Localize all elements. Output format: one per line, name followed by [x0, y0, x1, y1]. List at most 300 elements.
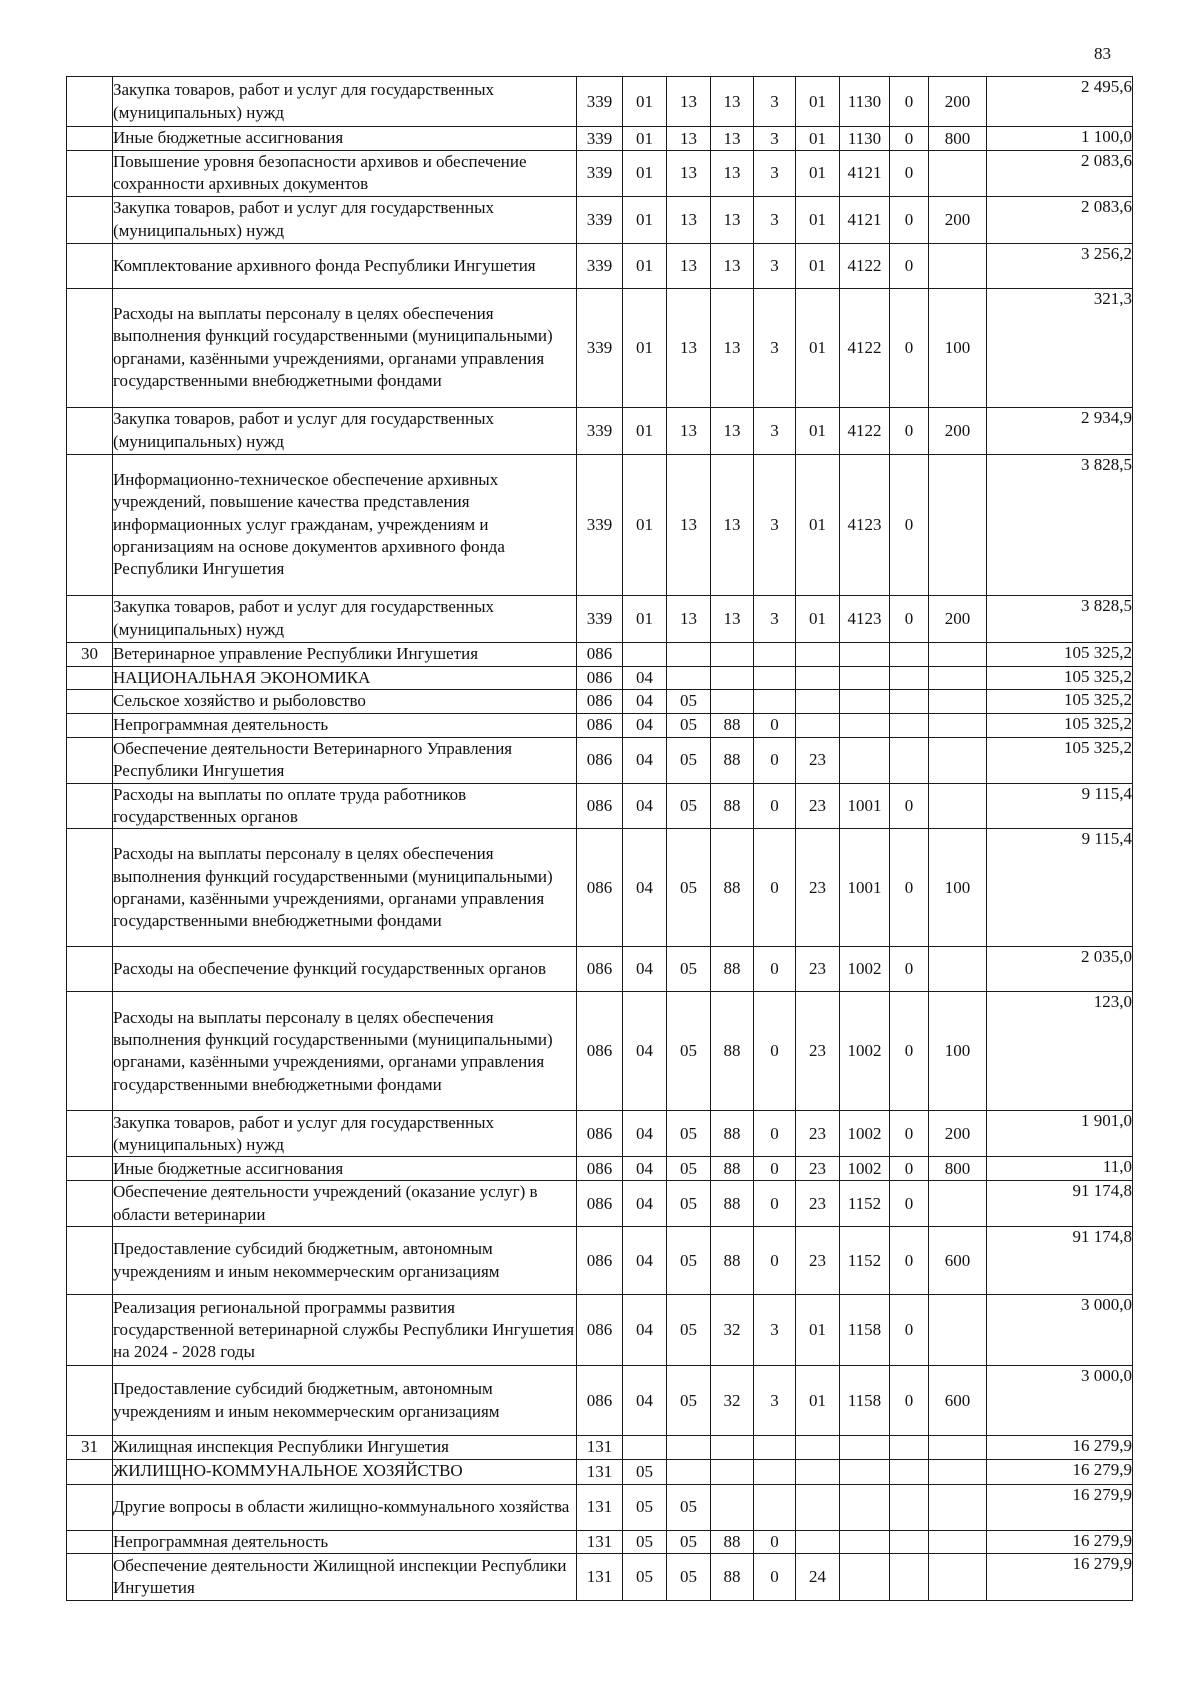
section-code-cell: 04 [623, 690, 667, 713]
item-name-cell: Повышение уровня безопасности архивов и обеспечение сохранности архивных документов [113, 151, 577, 197]
expense-type-code-cell: 100 [929, 829, 987, 947]
table-row [67, 1530, 1133, 1553]
direction-code-cell: 4122 [840, 288, 890, 407]
extra-code-cell: 0 [890, 1227, 929, 1295]
ministry-code-cell: 086 [577, 783, 623, 829]
extra-code-cell [890, 1484, 929, 1530]
table-row [67, 783, 1133, 829]
row-number-cell [67, 1111, 113, 1157]
extra-code-cell [890, 1436, 929, 1459]
ministry-code-cell: 086 [577, 829, 623, 947]
program-type-code-cell: 3 [754, 151, 796, 197]
subsection-code-cell [667, 1436, 711, 1459]
table-row [67, 737, 1133, 783]
expense-type-code-cell [929, 947, 987, 992]
subprogram-code-cell: 01 [796, 77, 840, 127]
subsection-code-cell: 13 [667, 127, 711, 151]
row-number-cell [67, 77, 113, 127]
page-number: 83 [1094, 44, 1111, 63]
expense-type-code-cell [929, 1554, 987, 1601]
extra-code-cell: 0 [890, 1181, 929, 1227]
row-number-cell: 31 [67, 1436, 113, 1459]
extra-code-cell: 0 [890, 595, 929, 642]
subsection-code-cell: 05 [667, 1484, 711, 1530]
subprogram-code-cell: 23 [796, 829, 840, 947]
expense-type-code-cell: 200 [929, 595, 987, 642]
table-row [67, 1459, 1133, 1484]
direction-code-cell [840, 737, 890, 783]
subprogram-code-cell [796, 642, 840, 666]
item-name-cell: НАЦИОНАЛЬНАЯ ЭКОНОМИКА [113, 666, 577, 689]
extra-code-cell: 0 [890, 992, 929, 1111]
item-name-cell: Предоставление субсидий бюджетным, автономным учреждениям и иным некоммерческим организациям [113, 1227, 577, 1295]
extra-code-cell: 0 [890, 829, 929, 947]
program-code-cell: 13 [711, 127, 754, 151]
program-code-cell: 88 [711, 1554, 754, 1601]
direction-code-cell [840, 666, 890, 689]
table-row [67, 1227, 1133, 1295]
program-code-cell: 13 [711, 151, 754, 197]
table-row [67, 288, 1133, 407]
row-number-cell [67, 595, 113, 642]
ministry-code-cell: 086 [577, 713, 623, 737]
extra-code-cell: 0 [890, 783, 929, 829]
program-type-code-cell: 0 [754, 737, 796, 783]
program-code-cell: 88 [711, 1181, 754, 1227]
subprogram-code-cell: 01 [796, 151, 840, 197]
item-name-cell: Закупка товаров, работ и услуг для государственных (муниципальных) нужд [113, 77, 577, 127]
row-number-cell [67, 151, 113, 197]
subsection-code-cell: 05 [667, 947, 711, 992]
item-name-cell: Непрограммная деятельность [113, 1530, 577, 1553]
ministry-code-cell: 131 [577, 1484, 623, 1530]
ministry-code-cell: 131 [577, 1436, 623, 1459]
section-code-cell: 04 [623, 947, 667, 992]
amount-cell: 105 325,2 [987, 666, 1133, 689]
program-type-code-cell: 3 [754, 595, 796, 642]
program-code-cell [711, 1436, 754, 1459]
amount-cell: 321,3 [987, 288, 1133, 407]
program-type-code-cell [754, 1484, 796, 1530]
section-code-cell: 04 [623, 1111, 667, 1157]
subsection-code-cell [667, 666, 711, 689]
direction-code-cell [840, 1484, 890, 1530]
program-type-code-cell [754, 1436, 796, 1459]
subprogram-code-cell: 01 [796, 288, 840, 407]
ministry-code-cell: 086 [577, 1111, 623, 1157]
subsection-code-cell: 05 [667, 713, 711, 737]
ministry-code-cell: 339 [577, 288, 623, 407]
table-row [67, 829, 1133, 947]
item-name-cell: Комплектование архивного фонда Республики Ингушетия [113, 243, 577, 288]
expense-type-code-cell [929, 1484, 987, 1530]
table-row [67, 127, 1133, 151]
extra-code-cell [890, 666, 929, 689]
amount-cell: 2 495,6 [987, 77, 1133, 127]
ministry-code-cell: 131 [577, 1554, 623, 1601]
program-code-cell: 88 [711, 713, 754, 737]
expense-type-code-cell [929, 1295, 987, 1366]
program-code-cell: 13 [711, 288, 754, 407]
program-code-cell: 32 [711, 1366, 754, 1436]
amount-cell: 16 279,9 [987, 1554, 1133, 1601]
table-row [67, 1111, 1133, 1157]
item-name-cell: Предоставление субсидий бюджетным, автономным учреждениям и иным некоммерческим организациям [113, 1366, 577, 1436]
row-number-cell [67, 454, 113, 595]
table-row [67, 407, 1133, 454]
item-name-cell: Обеспечение деятельности учреждений (оказание услуг) в области ветеринарии [113, 1181, 577, 1227]
expense-type-code-cell [929, 1181, 987, 1227]
section-code-cell: 04 [623, 666, 667, 689]
section-code-cell [623, 642, 667, 666]
amount-cell: 91 174,8 [987, 1227, 1133, 1295]
subprogram-code-cell: 01 [796, 243, 840, 288]
table-row [67, 642, 1133, 666]
table-row [67, 666, 1133, 689]
direction-code-cell: 1158 [840, 1366, 890, 1436]
subprogram-code-cell: 23 [796, 1181, 840, 1227]
item-name-cell: Обеспечение деятельности Ветеринарного Управления Республики Ингушетия [113, 737, 577, 783]
expense-type-code-cell: 600 [929, 1227, 987, 1295]
amount-cell: 105 325,2 [987, 642, 1133, 666]
ministry-code-cell: 086 [577, 1366, 623, 1436]
section-code-cell: 01 [623, 127, 667, 151]
row-number-cell [67, 1459, 113, 1484]
amount-cell: 3 000,0 [987, 1295, 1133, 1366]
extra-code-cell: 0 [890, 947, 929, 992]
program-type-code-cell: 0 [754, 1530, 796, 1553]
extra-code-cell [890, 737, 929, 783]
program-code-cell [711, 1459, 754, 1484]
row-number-cell [67, 243, 113, 288]
expense-type-code-cell: 200 [929, 1111, 987, 1157]
amount-cell: 2 934,9 [987, 407, 1133, 454]
ministry-code-cell: 086 [577, 1227, 623, 1295]
table-row [67, 690, 1133, 713]
direction-code-cell: 1002 [840, 1111, 890, 1157]
table-row [67, 595, 1133, 642]
section-code-cell: 04 [623, 783, 667, 829]
direction-code-cell [840, 713, 890, 737]
program-code-cell [711, 666, 754, 689]
extra-code-cell: 0 [890, 288, 929, 407]
direction-code-cell: 1002 [840, 1157, 890, 1181]
row-number-cell [67, 288, 113, 407]
table-row [67, 196, 1133, 243]
ministry-code-cell: 339 [577, 196, 623, 243]
direction-code-cell: 4123 [840, 595, 890, 642]
extra-code-cell: 0 [890, 151, 929, 197]
ministry-code-cell: 086 [577, 992, 623, 1111]
item-name-cell: ЖИЛИЩНО-КОММУНАЛЬНОЕ ХОЗЯЙСТВО [113, 1459, 577, 1484]
expense-type-code-cell: 800 [929, 127, 987, 151]
item-name-cell: Информационно-техническое обеспечение архивных учреждений, повышение качества представления информационных услуг гражданам, учреждениям и организациям на основе документов архивного фонда Республики Ингушетия [113, 454, 577, 595]
amount-cell: 16 279,9 [987, 1459, 1133, 1484]
program-type-code-cell: 3 [754, 1295, 796, 1366]
amount-cell: 2 035,0 [987, 947, 1133, 992]
extra-code-cell [890, 713, 929, 737]
ministry-code-cell: 086 [577, 737, 623, 783]
program-type-code-cell: 3 [754, 196, 796, 243]
row-number-cell [67, 1181, 113, 1227]
item-name-cell: Сельское хозяйство и рыболовство [113, 690, 577, 713]
program-code-cell: 88 [711, 1111, 754, 1157]
table-row [67, 1181, 1133, 1227]
row-number-cell [67, 783, 113, 829]
program-type-code-cell: 0 [754, 713, 796, 737]
section-code-cell: 01 [623, 288, 667, 407]
expense-type-code-cell: 100 [929, 992, 987, 1111]
amount-cell: 105 325,2 [987, 737, 1133, 783]
ministry-code-cell: 086 [577, 666, 623, 689]
subsection-code-cell: 05 [667, 1530, 711, 1553]
section-code-cell: 04 [623, 1157, 667, 1181]
table-row [67, 1554, 1133, 1601]
subprogram-code-cell [796, 1459, 840, 1484]
row-number-cell [67, 127, 113, 151]
expense-type-code-cell: 600 [929, 1366, 987, 1436]
program-type-code-cell: 0 [754, 1181, 796, 1227]
expense-type-code-cell [929, 666, 987, 689]
row-number-cell [67, 1227, 113, 1295]
item-name-cell: Реализация региональной программы развития государственной ветеринарной службы Республики Ингушетия на 2024 - 2028 годы [113, 1295, 577, 1366]
program-code-cell: 13 [711, 77, 754, 127]
expense-type-code-cell: 100 [929, 288, 987, 407]
program-type-code-cell: 3 [754, 1366, 796, 1436]
program-code-cell: 88 [711, 992, 754, 1111]
subprogram-code-cell [796, 713, 840, 737]
extra-code-cell: 0 [890, 196, 929, 243]
subsection-code-cell: 05 [667, 737, 711, 783]
section-code-cell: 04 [623, 1181, 667, 1227]
subsection-code-cell: 13 [667, 407, 711, 454]
subprogram-code-cell: 23 [796, 1227, 840, 1295]
program-type-code-cell: 0 [754, 1111, 796, 1157]
amount-cell: 3 256,2 [987, 243, 1133, 288]
table-row [67, 1157, 1133, 1181]
row-number-cell [67, 666, 113, 689]
program-type-code-cell: 3 [754, 77, 796, 127]
ministry-code-cell: 086 [577, 642, 623, 666]
section-code-cell: 01 [623, 196, 667, 243]
extra-code-cell [890, 1459, 929, 1484]
program-type-code-cell: 3 [754, 127, 796, 151]
extra-code-cell [890, 642, 929, 666]
program-type-code-cell: 0 [754, 783, 796, 829]
item-name-cell: Расходы на выплаты персоналу в целях обеспечения выполнения функций государственными (муниципальными) органами, казёнными учреждениями, органами управления государственными внебюджетными фондами [113, 829, 577, 947]
direction-code-cell: 1001 [840, 829, 890, 947]
program-code-cell [711, 1484, 754, 1530]
table-row [67, 151, 1133, 197]
subsection-code-cell: 05 [667, 992, 711, 1111]
subsection-code-cell [667, 642, 711, 666]
direction-code-cell [840, 1554, 890, 1601]
direction-code-cell: 4123 [840, 454, 890, 595]
expense-type-code-cell: 200 [929, 196, 987, 243]
amount-cell: 9 115,4 [987, 829, 1133, 947]
extra-code-cell: 0 [890, 1295, 929, 1366]
program-type-code-cell: 0 [754, 829, 796, 947]
section-code-cell: 04 [623, 1366, 667, 1436]
row-number-cell [67, 1554, 113, 1601]
subsection-code-cell: 05 [667, 1227, 711, 1295]
item-name-cell: Иные бюджетные ассигнования [113, 1157, 577, 1181]
amount-cell: 16 279,9 [987, 1484, 1133, 1530]
extra-code-cell [890, 1554, 929, 1601]
row-number-cell [67, 1157, 113, 1181]
direction-code-cell: 1152 [840, 1227, 890, 1295]
row-number-cell [67, 737, 113, 783]
ministry-code-cell: 131 [577, 1459, 623, 1484]
expense-type-code-cell: 200 [929, 77, 987, 127]
subprogram-code-cell [796, 1530, 840, 1553]
subprogram-code-cell: 01 [796, 595, 840, 642]
budget-allocation-table [66, 76, 1133, 1601]
ministry-code-cell: 339 [577, 243, 623, 288]
section-code-cell: 04 [623, 1295, 667, 1366]
subprogram-code-cell: 01 [796, 196, 840, 243]
subprogram-code-cell: 23 [796, 992, 840, 1111]
section-code-cell: 01 [623, 595, 667, 642]
direction-code-cell: 4121 [840, 196, 890, 243]
program-code-cell: 88 [711, 1157, 754, 1181]
section-code-cell: 04 [623, 713, 667, 737]
expense-type-code-cell [929, 690, 987, 713]
row-number-cell [67, 947, 113, 992]
subprogram-code-cell [796, 1484, 840, 1530]
expense-type-code-cell [929, 1459, 987, 1484]
item-name-cell: Закупка товаров, работ и услуг для государственных (муниципальных) нужд [113, 595, 577, 642]
subprogram-code-cell: 23 [796, 737, 840, 783]
expense-type-code-cell: 800 [929, 1157, 987, 1181]
subsection-code-cell: 05 [667, 1157, 711, 1181]
program-type-code-cell: 0 [754, 992, 796, 1111]
section-code-cell: 05 [623, 1484, 667, 1530]
row-number-cell [67, 713, 113, 737]
expense-type-code-cell [929, 713, 987, 737]
direction-code-cell: 1001 [840, 783, 890, 829]
table-row [67, 1295, 1133, 1366]
ministry-code-cell: 131 [577, 1530, 623, 1553]
extra-code-cell: 0 [890, 1157, 929, 1181]
amount-cell: 16 279,9 [987, 1436, 1133, 1459]
direction-code-cell: 1158 [840, 1295, 890, 1366]
table-row [67, 1484, 1133, 1530]
extra-code-cell [890, 690, 929, 713]
amount-cell: 11,0 [987, 1157, 1133, 1181]
section-code-cell [623, 1436, 667, 1459]
program-type-code-cell: 3 [754, 243, 796, 288]
item-name-cell: Закупка товаров, работ и услуг для государственных (муниципальных) нужд [113, 1111, 577, 1157]
direction-code-cell: 4122 [840, 407, 890, 454]
row-number-cell [67, 690, 113, 713]
table-row [67, 77, 1133, 127]
subprogram-code-cell [796, 666, 840, 689]
subsection-code-cell: 05 [667, 1554, 711, 1601]
subprogram-code-cell: 01 [796, 407, 840, 454]
section-code-cell: 04 [623, 1227, 667, 1295]
subprogram-code-cell: 23 [796, 947, 840, 992]
subprogram-code-cell: 23 [796, 1157, 840, 1181]
expense-type-code-cell [929, 151, 987, 197]
amount-cell: 3 000,0 [987, 1366, 1133, 1436]
section-code-cell: 01 [623, 243, 667, 288]
amount-cell: 123,0 [987, 992, 1133, 1111]
program-code-cell: 88 [711, 737, 754, 783]
row-number-cell [67, 196, 113, 243]
subsection-code-cell: 13 [667, 243, 711, 288]
section-code-cell: 04 [623, 829, 667, 947]
subsection-code-cell: 05 [667, 690, 711, 713]
expense-type-code-cell [929, 642, 987, 666]
program-code-cell: 88 [711, 1530, 754, 1553]
ministry-code-cell: 339 [577, 407, 623, 454]
program-code-cell [711, 642, 754, 666]
ministry-code-cell: 086 [577, 947, 623, 992]
section-code-cell: 05 [623, 1554, 667, 1601]
amount-cell: 91 174,8 [987, 1181, 1133, 1227]
extra-code-cell: 0 [890, 127, 929, 151]
expense-type-code-cell [929, 1530, 987, 1553]
extra-code-cell: 0 [890, 77, 929, 127]
direction-code-cell: 1002 [840, 947, 890, 992]
subprogram-code-cell: 23 [796, 783, 840, 829]
expense-type-code-cell [929, 737, 987, 783]
amount-cell: 16 279,9 [987, 1530, 1133, 1553]
table-row [67, 947, 1133, 992]
program-type-code-cell: 3 [754, 407, 796, 454]
ministry-code-cell: 339 [577, 77, 623, 127]
program-type-code-cell: 0 [754, 1227, 796, 1295]
amount-cell: 105 325,2 [987, 690, 1133, 713]
table-row [67, 1366, 1133, 1436]
item-name-cell: Обеспечение деятельности Жилищной инспекции Республики Ингушетия [113, 1554, 577, 1601]
subsection-code-cell: 05 [667, 829, 711, 947]
amount-cell: 1 100,0 [987, 127, 1133, 151]
expense-type-code-cell: 200 [929, 407, 987, 454]
extra-code-cell [890, 1530, 929, 1553]
direction-code-cell: 4121 [840, 151, 890, 197]
ministry-code-cell: 086 [577, 1295, 623, 1366]
program-code-cell: 13 [711, 407, 754, 454]
ministry-code-cell: 339 [577, 127, 623, 151]
row-number-cell [67, 992, 113, 1111]
ministry-code-cell: 086 [577, 1181, 623, 1227]
extra-code-cell: 0 [890, 1111, 929, 1157]
expense-type-code-cell [929, 454, 987, 595]
direction-code-cell [840, 690, 890, 713]
program-code-cell: 13 [711, 196, 754, 243]
extra-code-cell: 0 [890, 1366, 929, 1436]
extra-code-cell: 0 [890, 407, 929, 454]
section-code-cell: 01 [623, 407, 667, 454]
program-code-cell: 13 [711, 243, 754, 288]
subprogram-code-cell: 01 [796, 454, 840, 595]
program-code-cell: 88 [711, 829, 754, 947]
amount-cell: 105 325,2 [987, 713, 1133, 737]
subsection-code-cell [667, 1459, 711, 1484]
subsection-code-cell: 05 [667, 783, 711, 829]
section-code-cell: 05 [623, 1459, 667, 1484]
direction-code-cell: 1152 [840, 1181, 890, 1227]
item-name-cell: Расходы на выплаты по оплате труда работников государственных органов [113, 783, 577, 829]
table-row [67, 454, 1133, 595]
subsection-code-cell: 05 [667, 1181, 711, 1227]
direction-code-cell [840, 642, 890, 666]
amount-cell: 2 083,6 [987, 196, 1133, 243]
row-number-cell [67, 1484, 113, 1530]
amount-cell: 3 828,5 [987, 595, 1133, 642]
